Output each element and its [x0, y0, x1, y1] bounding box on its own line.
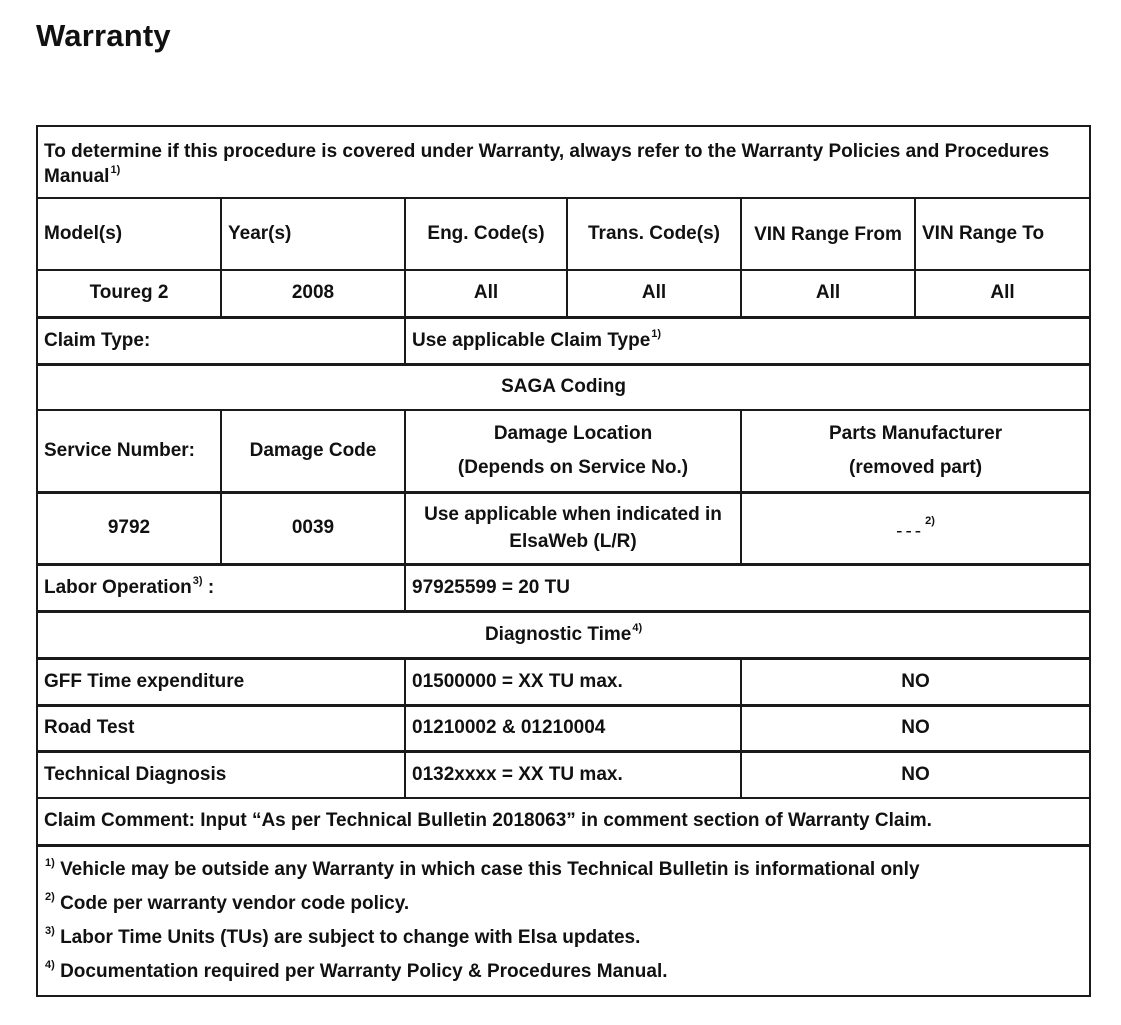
intro-note: 1) [110, 164, 121, 176]
footnote [44, 853, 1083, 887]
damage-location: Use applicable when indicated in ElsaWeb (L/R) [405, 492, 741, 564]
header-eng-codes: Eng. Code(s) [405, 198, 567, 270]
footnotes-row [37, 845, 1090, 996]
saga-header-row [37, 410, 1090, 492]
footnote-mark: 1) [45, 856, 55, 869]
vehicle-eng-code: All [405, 270, 567, 317]
claim-comment-row [37, 798, 1090, 845]
claim-type-cell [405, 317, 1090, 364]
claim-type-value: Use applicable Claim Type [412, 329, 651, 351]
header-row [37, 198, 1090, 270]
diagnostic-heading-cell [37, 611, 1090, 658]
vehicle-trans-code: All [567, 270, 741, 317]
claim-type-row [37, 317, 1090, 364]
intro-cell [37, 126, 1090, 198]
footnote [44, 955, 1083, 989]
diagnostic-note: 4) [632, 621, 643, 634]
saga-heading: SAGA Coding [37, 364, 1090, 410]
diagnostic-label: Road Test [37, 705, 405, 751]
parts-manufacturer-sub: (removed part) [849, 456, 983, 478]
footnote-mark: 4) [45, 958, 55, 971]
header-years: Year(s) [221, 198, 405, 270]
diagnostic-code: 01210002 & 01210004 [405, 705, 741, 751]
vehicle-vin-to: All [915, 270, 1090, 317]
service-number: 9792 [37, 492, 221, 564]
footnote [44, 921, 1083, 955]
service-number-label: Service Number: [37, 410, 221, 492]
diagnostic-row [37, 658, 1090, 705]
footnotes-cell [37, 845, 1090, 996]
parts-manufacturer-label: Parts Manufacturer [828, 422, 1003, 444]
footnote-mark: 2) [45, 890, 55, 903]
footnote-text: Documentation required per Warranty Policy & Procedures Manual. [60, 960, 668, 982]
parts-manufacturer-header [741, 410, 1090, 492]
vehicle-year: 2008 [221, 270, 405, 317]
claim-comment: Claim Comment: Input “As per Technical Bulletin 2018063” in comment section of Warranty Claim. [37, 798, 1090, 845]
parts-manufacturer-value: --- [896, 521, 925, 542]
parts-manufacturer-note: 2) [925, 515, 935, 527]
footnote-text: Code per warranty vendor code policy. [60, 892, 410, 914]
claim-type-note: 1) [651, 327, 662, 340]
intro-row [37, 126, 1090, 198]
warranty-table [36, 125, 1091, 997]
diagnostic-code: 01500000 = XX TU max. [405, 658, 741, 705]
damage-code: 0039 [221, 492, 405, 564]
damage-location-header [405, 410, 741, 492]
vehicle-vin-from: All [741, 270, 915, 317]
footnote-text: Vehicle may be outside any Warranty in which case this Technical Bulletin is informational only [60, 858, 920, 880]
saga-heading-row [37, 364, 1090, 410]
header-models: Model(s) [37, 198, 221, 270]
diagnostic-value: NO [741, 705, 1090, 751]
vehicle-model: Toureg 2 [37, 270, 221, 317]
page-title: Warranty [36, 18, 171, 53]
damage-location-sub: (Depends on Service No.) [457, 456, 689, 478]
labor-note: 3) [192, 574, 203, 587]
diagnostic-label: GFF Time expenditure [37, 658, 405, 705]
labor-suffix: : [207, 576, 215, 598]
header-vin-to: VIN Range To [915, 198, 1090, 270]
diagnostic-value: NO [741, 658, 1090, 705]
footnote [44, 887, 1083, 921]
labor-label: Labor Operation [44, 576, 192, 598]
saga-values-row [37, 492, 1090, 564]
damage-location-label: Damage Location [493, 422, 653, 444]
header-vin-from: VIN Range From [741, 198, 915, 270]
diagnostic-code: 0132xxxx = XX TU max. [405, 751, 741, 798]
vehicle-row [37, 270, 1090, 317]
diagnostic-row [37, 705, 1090, 751]
labor-value: 97925599 = 20 TU [405, 564, 1090, 611]
diagnostic-heading: Diagnostic Time [484, 623, 632, 645]
parts-manufacturer-cell [741, 492, 1090, 564]
damage-code-label: Damage Code [221, 410, 405, 492]
header-trans-codes: Trans. Code(s) [567, 198, 741, 270]
diagnostic-label: Technical Diagnosis [37, 751, 405, 798]
diagnostic-value: NO [741, 751, 1090, 798]
footnote-text: Labor Time Units (TUs) are subject to change with Elsa updates. [60, 926, 641, 948]
footnote-mark: 3) [45, 924, 55, 937]
intro-text: To determine if this procedure is covered under Warranty, always refer to the Warranty Policies and Procedures Manual [44, 141, 1050, 187]
labor-label-cell [37, 564, 405, 611]
labor-row [37, 564, 1090, 611]
diagnostic-row [37, 751, 1090, 798]
diagnostic-heading-row [37, 611, 1090, 658]
claim-type-label: Claim Type: [37, 317, 405, 364]
